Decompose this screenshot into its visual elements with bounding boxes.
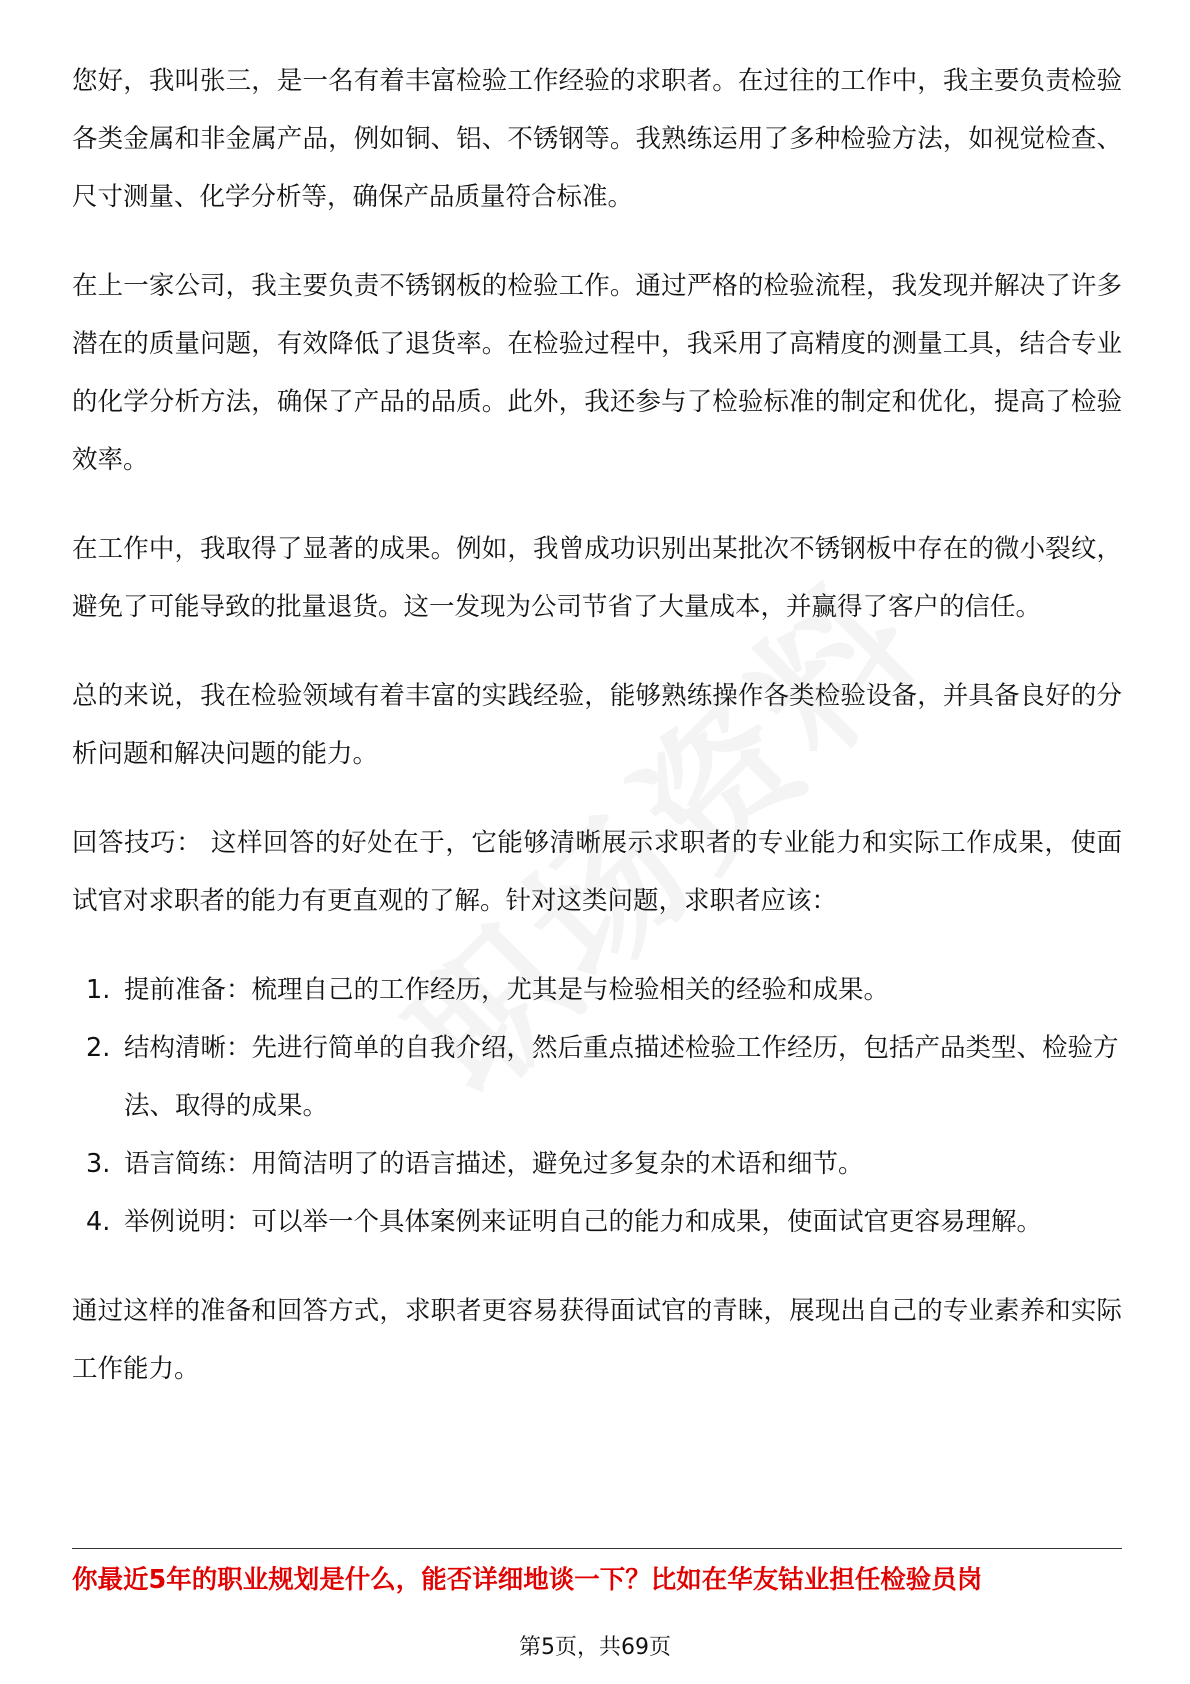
list-number: 4. (86, 1207, 111, 1237)
section-divider (72, 1548, 1122, 1549)
list-item (72, 1135, 1122, 1193)
page-number: 第5页，共69页 (519, 1635, 671, 1660)
list-text: 结构清晰：先进行简单的自我介绍，然后重点描述检验工作经历，包括产品类型、检验方法、取得的成果。 (124, 1033, 1119, 1121)
paragraph-achievements: 在工作中，我取得了显著的成果。例如，我曾成功识别出某批次不锈钢板中存在的微小裂纹，避免了可能导致的批量退货。这一发现为公司节省了大量成本，并赢得了客户的信任。 (72, 534, 1122, 622)
list-number: 1. (86, 975, 111, 1005)
list-item (72, 1019, 1122, 1135)
list-number: 2. (86, 1033, 111, 1063)
paragraph-previous-company: 在上一家公司，我主要负责不锈钢板的检验工作。通过严格的检验流程，我发现并解决了许多潜在的质量问题，有效降低了退货率。在检验过程中，我采用了高精度的测量工具，结合专业的化学分析方法，确保了产品的品质。此外，我还参与了检验标准的制定和优化，提高了检验效率。 (72, 271, 1122, 475)
paragraph-closing: 通过这样的准备和回答方式，求职者更容易获得面试官的青睐，展现出自己的专业素养和实际工作能力。 (72, 1296, 1122, 1384)
list-number: 3. (86, 1149, 111, 1179)
list-text: 举例说明：可以举一个具体案例来证明自己的能力和成果，使面试官更容易理解。 (124, 1207, 1043, 1237)
next-question-heading: 你最近5年的职业规划是什么，能否详细地谈一下？比如在华友钴业担任检验员岗 (72, 1565, 983, 1595)
document-body (72, 52, 1122, 1429)
list-item (72, 961, 1122, 1019)
list-item (72, 1193, 1122, 1251)
list-text: 语言简练：用简洁明了的语言描述，避免过多复杂的术语和细节。 (124, 1149, 864, 1179)
paragraph-intro: 您好，我叫张三，是一名有着丰富检验工作经验的求职者。在过往的工作中，我主要负责检验各类金属和非金属产品，例如铜、铝、不锈钢等。我熟练运用了多种检验方法，如视觉检查、尺寸测量、化学分析等，确保产品质量符合标准。 (72, 66, 1122, 212)
paragraph-summary: 总的来说，我在检验领域有着丰富的实践经验，能够熟练操作各类检验设备，并具备良好的分析问题和解决问题的能力。 (72, 681, 1122, 769)
list-text: 提前准备：梳理自己的工作经历，尤其是与检验相关的经验和成果。 (124, 975, 890, 1005)
tips-list (72, 961, 1122, 1251)
paragraph-answer-tips: 回答技巧： 这样回答的好处在于，它能够清晰展示求职者的专业能力和实际工作成果，使面试官对求职者的能力有更直观的了解。针对这类问题，求职者应该： (72, 828, 1122, 916)
